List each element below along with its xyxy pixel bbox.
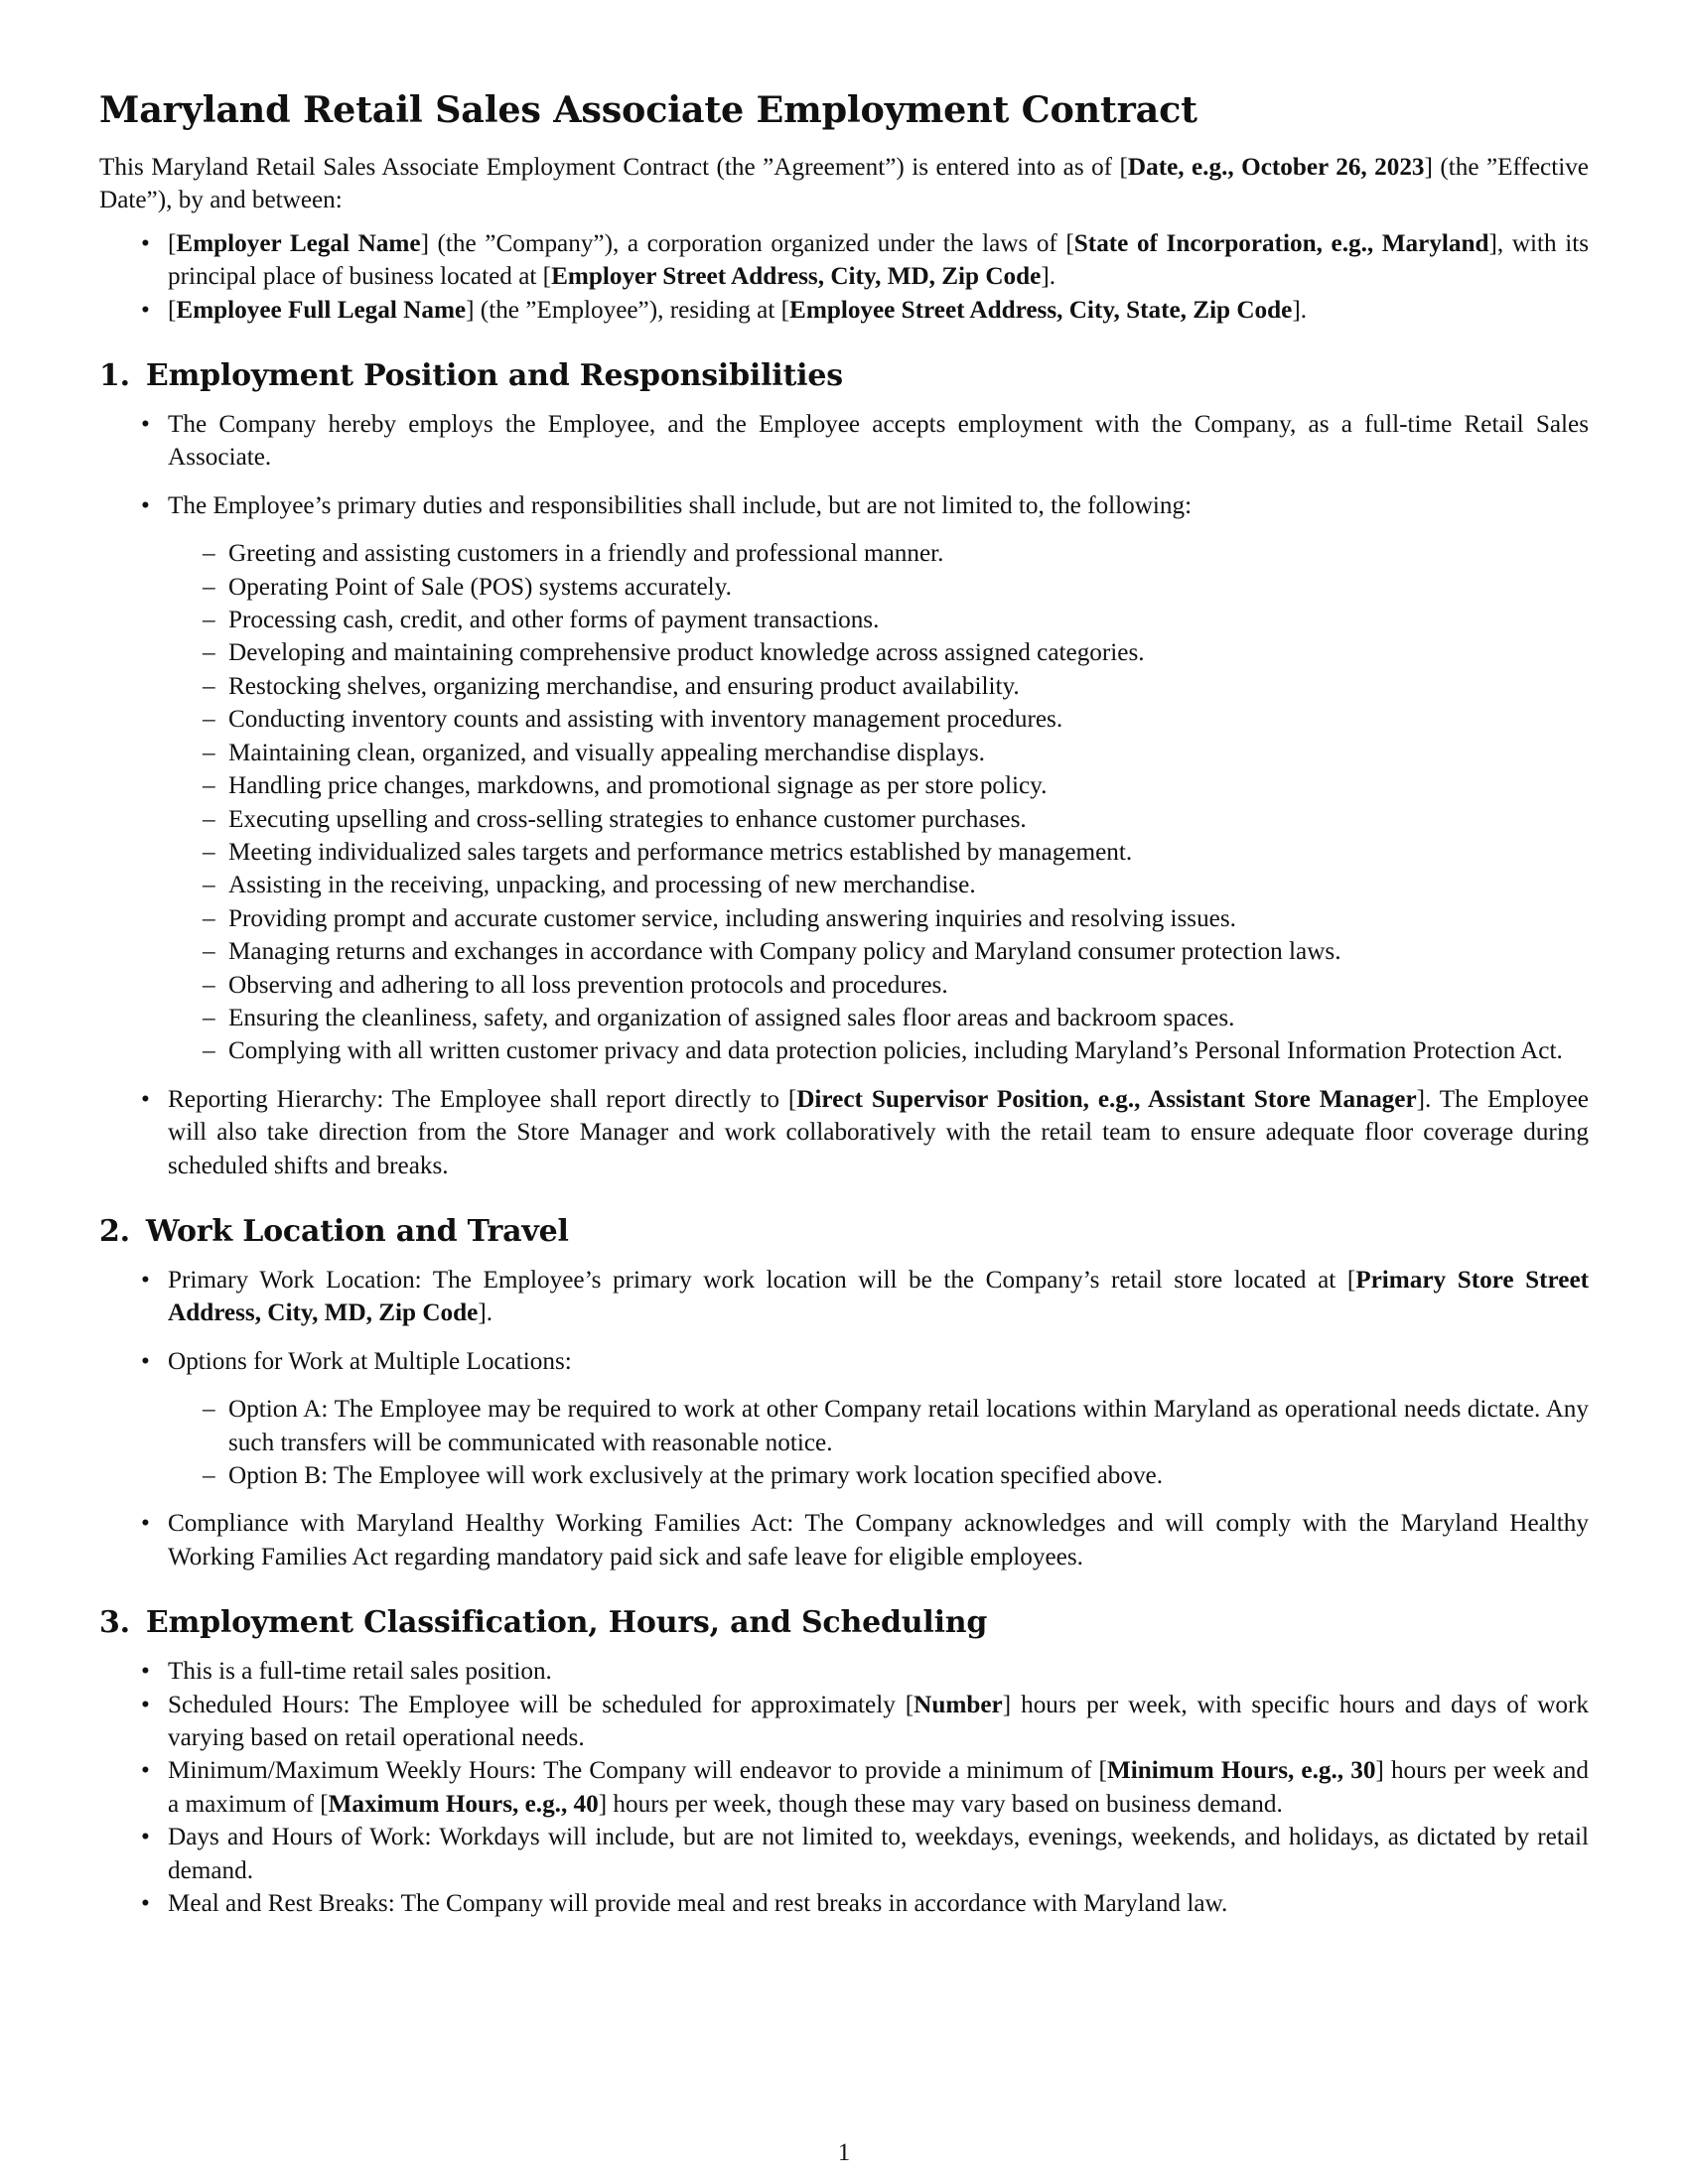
duty-item: – Complying with all written customer privacy and data protection policies, including Maryland’s Personal Information Protection Act.: [168, 1034, 1589, 1067]
duty-item: – Ensuring the cleanliness, safety, and organization of assigned sales floor areas and backroom spaces.: [168, 1002, 1589, 1034]
duties-list: [168, 537, 1589, 1068]
duty-item: – Maintaining clean, organized, and visually appealing merchandise displays.: [168, 737, 1589, 769]
min-max-hours-clause: • Minimum/Maximum Weekly Hours: The Company will endeavor to provide a minimum of [Minimum Hours, e.g., 30] hours per week and a maximum of [Maximum Hours, e.g., 40] hours per week, though these may vary based on business demand.: [99, 1754, 1589, 1821]
compliance-clause: • Compliance with Maryland Healthy Working Families Act: The Company acknowledges and will comply with the Maryland Healthy Working Families Act regarding mandatory paid sick and safe leave for eligible employees.: [99, 1507, 1589, 1573]
duty-item: – Providing prompt and accurate customer service, including answering inquiries and resolving issues.: [168, 902, 1589, 935]
duties-clause: • The Employee’s primary duties and responsibilities shall include, but are not limited to, the following: – Greeting and assisting customers in a friendly and professional manner. – Operating Point of Sale (POS) systems accurately. – Processing cash, credit, and other forms of payment transactions. – Developing and maintaining comprehensive product knowledge across assigned categories. – Restocking shelves, organizing merchandise, and ensuring product availability. – Conducting inventory counts and assisting with inventory management procedures. – Maintaining clean, organized, and visually appealing merchandise displays. – Handling price changes, markdowns, and promotional signage as per store policy. – Executing upselling and cross-selling strategies to enhance customer purchases. – Meeting individualized sales targets and performance metrics established by management. – Assisting in the receiving, unpacking, and processing of new merchandise. – Providing prompt and accurate customer service, including answering inquiries and resolving issues. – Managing returns and exchanges in accordance with Company policy and Maryland consumer protection laws. – Observing and adhering to all loss prevention protocols and procedures. – Ensuring the cleanliness, safety, and organization of assigned sales floor areas and backroom spaces. – Complying with all written customer privacy and data protection policies, including Maryland’s Personal Information Protection Act.: [99, 489, 1589, 1068]
section-2-heading: 2. Work Location and Travel: [99, 1213, 569, 1249]
employment-clause: • The Company hereby employs the Employee, and the Employee accepts employment with the Company, as a full-time Retail Sales Associate.: [99, 408, 1589, 475]
duty-item: – Restocking shelves, organizing merchandise, and ensuring product availability.: [168, 670, 1589, 703]
supervisor-placeholder: Direct Supervisor Position, e.g., Assistant Store Manager: [796, 1085, 1417, 1113]
duty-item: – Handling price changes, markdowns, and promotional signage as per store policy.: [168, 769, 1589, 802]
duty-item: – Assisting in the receiving, unpacking, and processing of new merchandise.: [168, 869, 1589, 901]
breaks-clause: • Meal and Rest Breaks: The Company will provide meal and rest breaks in accordance with Maryland law.: [99, 1887, 1589, 1920]
hours-number-placeholder: Number: [914, 1691, 1003, 1718]
min-hours-placeholder: Minimum Hours, e.g., 30: [1106, 1757, 1376, 1785]
section-3-list: [99, 1655, 1589, 1920]
section-3-heading: 3. Employment Classification, Hours, and Scheduling: [99, 1605, 988, 1641]
duty-item: – Executing upselling and cross-selling strategies to enhance customer purchases.: [168, 803, 1589, 836]
duty-item: – Meeting individualized sales targets and performance metrics established by management.: [168, 836, 1589, 869]
employer-name-placeholder: Employer Legal Name: [176, 229, 421, 257]
contract-page: [99, 85, 1589, 1920]
intro-paragraph: This Maryland Retail Sales Associate Employment Contract (the ”Agreement”) is entered into as of [Date, e.g., October 26, 2023] (the ”Effective Date”), by and between:: [99, 154, 1589, 214]
duty-item: – Observing and adhering to all loss prevention protocols and procedures.: [168, 969, 1589, 1002]
location-option-item: – Option B: The Employee will work exclusively at the primary work location specified above.: [168, 1459, 1589, 1492]
parties-list: [99, 227, 1589, 327]
section-3: [99, 1603, 1589, 1920]
employee-address-placeholder: Employee Street Address, City, State, Zip Code: [789, 296, 1293, 324]
duty-item: – Developing and maintaining comprehensive product knowledge across assigned categories.: [168, 636, 1589, 669]
max-hours-placeholder: Maximum Hours, e.g., 40: [328, 1790, 599, 1818]
section-1-heading: 1. Employment Position and Responsibilities: [99, 358, 843, 394]
employee-name-placeholder: Employee Full Legal Name: [176, 296, 467, 324]
section-2: [99, 1212, 1589, 1573]
duty-item: – Operating Point of Sale (POS) systems accurately.: [168, 571, 1589, 604]
section-1-list: [99, 408, 1589, 1182]
reporting-clause: • Reporting Hierarchy: The Employee shall report directly to [Direct Supervisor Position, e.g., Assistant Store Manager]. The Employee will also take direction from the Store Manager and work collaboratively with the retail team to ensure adequate floor coverage during scheduled shifts and breaks.: [99, 1083, 1589, 1182]
party-employer: • [Employer Legal Name] (the ”Company”), a corporation organized under the laws of [State of Incorporation, e.g., Maryland], with its principal place of business located at [Employer Street Address, City, MD, Zip Code].: [99, 227, 1589, 294]
scheduled-hours-clause: • Scheduled Hours: The Employee will be scheduled for approximately [Number] hours per week, with specific hours and days of work varying based on retail operational needs.: [99, 1689, 1589, 1755]
primary-location-clause: • Primary Work Location: The Employee’s primary work location will be the Company’s retail store located at [Primary Store Street Address, City, MD, Zip Code].: [99, 1264, 1589, 1330]
duty-item: – Processing cash, credit, and other forms of payment transactions.: [168, 604, 1589, 636]
party-employee: • [Employee Full Legal Name] (the ”Employee”), residing at [Employee Street Address, City, State, Zip Code].: [99, 294, 1589, 327]
document-title: Maryland Retail Sales Associate Employment Contract: [99, 88, 1197, 131]
employer-address-placeholder: Employer Street Address, City, MD, Zip Code: [551, 263, 1042, 291]
state-placeholder: State of Incorporation, e.g., Maryland: [1073, 229, 1489, 257]
duty-item: – Greeting and assisting customers in a friendly and professional manner.: [168, 537, 1589, 570]
location-option-item: – Option A: The Employee may be required to work at other Company retail locations within Maryland as operational needs dictate. Any such transfers will be communicated with reasonable notice.: [168, 1393, 1589, 1459]
days-hours-clause: • Days and Hours of Work: Workdays will include, but are not limited to, weekdays, evenings, weekends, and holidays, as dictated by retail demand.: [99, 1821, 1589, 1887]
section-2-list: [99, 1264, 1589, 1573]
fulltime-clause: • This is a full-time retail sales position.: [99, 1655, 1589, 1688]
duty-item: – Managing returns and exchanges in accordance with Company policy and Maryland consumer protection laws.: [168, 935, 1589, 968]
section-1: [99, 356, 1589, 1182]
locations-options-clause: • Options for Work at Multiple Locations: – Option A: The Employee may be required to work at other Company retail locations within Maryland as operational needs dictate. Any such transfers will be communicated with reasonable notice. – Option B: The Employee will work exclusively at the primary work location specified above.: [99, 1345, 1589, 1493]
options-list: [168, 1393, 1589, 1492]
effective-date-placeholder: Date, e.g., October 26, 2023: [1127, 154, 1425, 181]
store-address-placeholder: Primary Store Street Address, City, MD, Zip Code: [168, 1266, 1590, 1327]
page-number: 1: [837, 2139, 851, 2166]
duty-item: – Conducting inventory counts and assisting with inventory management procedures.: [168, 703, 1589, 736]
